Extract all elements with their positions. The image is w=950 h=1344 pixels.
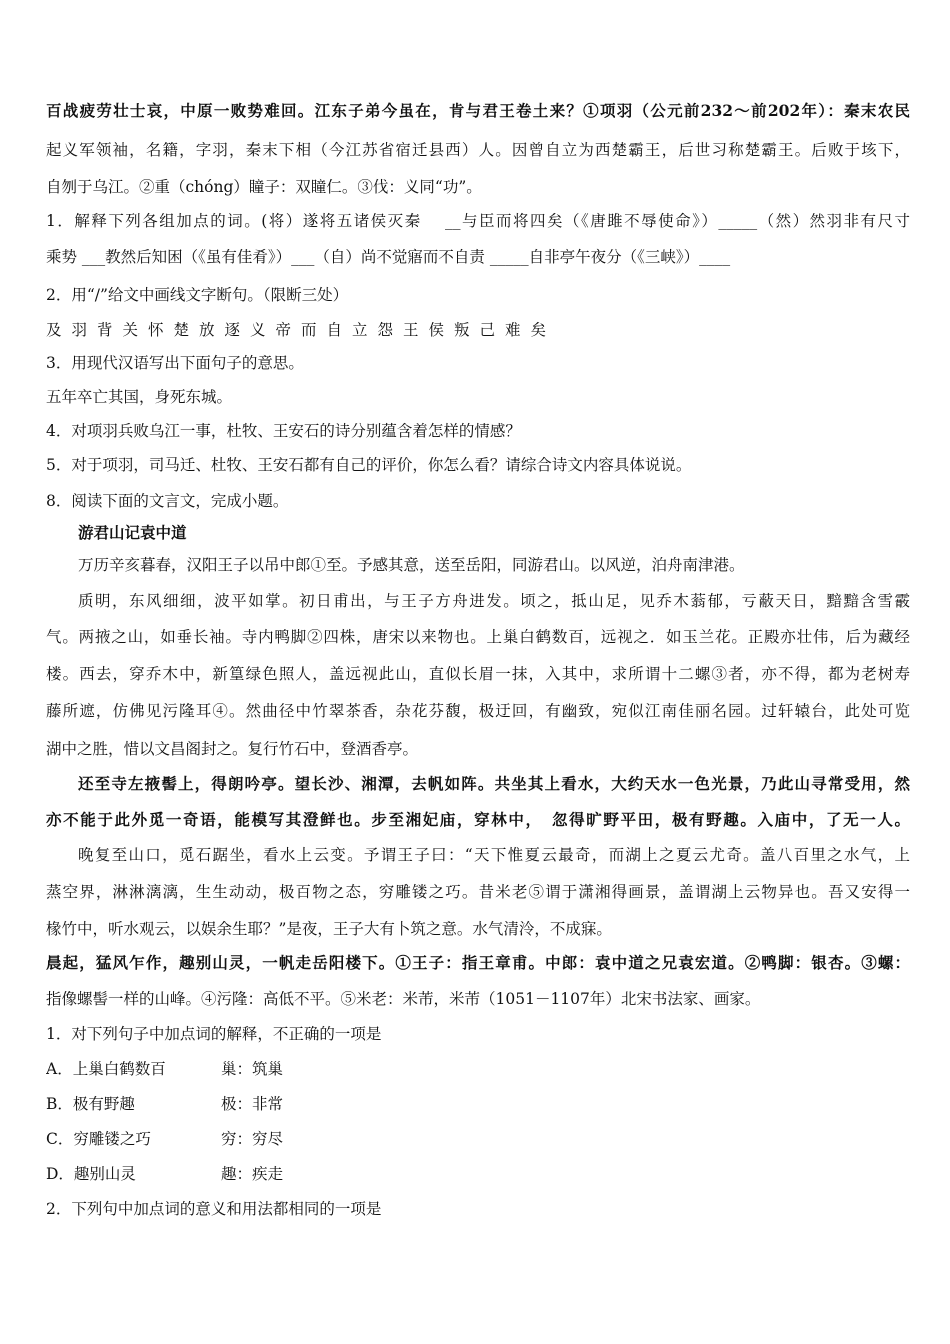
notes-line-2: 起义军领袖，名籍，字羽，秦末下相（今江苏省宿迁县西）人。因曾自立为西楚霸王，后世习称楚霸王。后败于垓下， <box>46 141 910 159</box>
option-a <box>46 1058 910 1082</box>
passage-paragraph-2-line-4: 藤所遮，仿佛见污隆耳④。然曲径中竹翠茶香，杂花芬馥，极迂回，有幽致，宛似江南佳丽名园。过轩辕台，此处可览 <box>46 702 910 720</box>
section-8-heading: 8．阅读下面的文言文，完成小题。 <box>46 492 289 510</box>
question-1-line-2: 乘势 ___教然后知困（《虽有佳肴》）___（自）尚不觉寤而不自责 _____自非亭午夜分（《三峡》）____ <box>46 248 731 266</box>
passage-paragraph-4-line-1: 晚复至山口，觅石踞坐，看水上云变。予谓王子曰：“天下惟夏云最奇，而湖上之夏云尤奇。盖八百里之水气，上 <box>78 846 910 864</box>
notes-line-3: 自刎于乌江。②重（chóng）瞳子：双瞳仁。③伐：义同“功”。 <box>46 178 482 196</box>
option-d <box>46 1163 910 1187</box>
passage-paragraph-4-line-2: 蒸空界，淋淋漓漓，生生动动，极百物之态，穷雕镂之巧。昔米老⑤谓于潇湘得画景，盖谓湖上云物异也。吾又安得一 <box>46 883 910 901</box>
question-3-text: 五年卒亡其国，身死东城。 <box>46 388 233 406</box>
passage-paragraph-2-line-1: 质明，东风细细，波平如掌。初日甫出，与王子方舟进发。顷之，抵山足，见乔木蓊郁，亏蔽天日，黯黯含雪霰 <box>78 592 910 610</box>
sub-question-2: 2．下列句中加点词的意义和用法都相同的一项是 <box>46 1200 382 1218</box>
question-4: 4．对项羽兵败乌江一事，杜牧、王安石的诗分别蕴含着怎样的情感？ <box>46 422 521 440</box>
passage-paragraph-2-line-3: 楼。西去，穿乔木中，新篁绿色照人，盖远视此山，直似长眉一抹，入其中，求所谓十二螺③者，亦不得，都为老树寿 <box>46 665 910 683</box>
option-c-sentence: C．穷雕镂之巧 <box>46 1130 151 1148</box>
passage-paragraph-3-line-1: 还至寺左掖髻上，得朗吟亭。望长沙、湘潭，去帆如阵。共坐其上看水，大约天水一色光景，乃此山寻常受用，然 <box>78 774 910 793</box>
passage-paragraph-4-line-3: 椽竹中，听水观云，以娱余生耶？”是夜，王子大有卜筑之意。水气清泠，不成寐。 <box>46 920 612 938</box>
option-c <box>46 1128 910 1152</box>
option-b-gloss: 极：非常 <box>221 1095 284 1113</box>
option-a-gloss: 巢：筑巢 <box>221 1060 284 1078</box>
option-d-sentence: D．趣别山灵 <box>46 1165 136 1183</box>
passage-paragraph-2-line-2: 气。两掖之山，如垂长袖。寺内鸭脚②四株，唐宋以来物也。上巢白鹤数百，远视之．如玉兰花。正殿亦壮伟，后为藏经 <box>46 628 910 646</box>
option-b <box>46 1093 910 1117</box>
question-2-text: 及羽背关怀楚放逐义帝而自立怨王侯叛己难矣 <box>46 321 557 339</box>
question-1-line-1: 1．解释下列各组加点的词。(将）遂将五诸侯灭秦 __与臣而将四矣（《唐雎不辱使命》）_____（然）然羽非有尺寸 <box>46 212 910 230</box>
question-5: 5．对于项羽，司马迁、杜牧、王安石都有自己的评价，你怎么看？请综合诗文内容具体说说。 <box>46 456 692 474</box>
passage-paragraph-3-line-2: 亦不能于此外觅一奇语，能模写其澄鲜也。步至湘妃庙，穿林中， 忽得旷野平田，极有野趣。入庙中，了无一人。 <box>46 810 910 829</box>
passage-notes-line-2: 指像螺髻一样的山峰。④污隆：高低不平。⑤米老：米芾，米芾（1051－1107年）北宋书法家、画家。 <box>46 990 761 1008</box>
option-d-gloss: 趣：疾走 <box>221 1165 284 1183</box>
passage-paragraph-2-line-5: 湖中之胜，惜以文昌阁封之。复行竹石中，登酒香亭。 <box>46 740 419 758</box>
poem-and-notes-line-1: 百战疲劳壮士哀，中原一败势难回。江东子弟今虽在，肯与君王卷土来？①项羽（公元前232～前202年）：秦末农民 <box>46 101 910 120</box>
passage-notes-line-1: 晨起，猛风乍作，趣别山灵，一帆走岳阳楼下。①王子：指王章甫。中郎：袁中道之兄袁宏道。②鸭脚：银杏。③螺： <box>46 953 910 972</box>
question-2: 2．用“/”给文中画线文字断句。（限断三处） <box>46 286 349 304</box>
question-3: 3．用现代汉语写出下面句子的意思。 <box>46 354 304 372</box>
option-a-sentence: A．上巢白鹤数百 <box>46 1060 166 1078</box>
option-c-gloss: 穷：穷尽 <box>221 1130 284 1148</box>
sub-question-1: 1．对下列句子中加点词的解释，不正确的一项是 <box>46 1025 382 1043</box>
option-b-sentence: B．极有野趣 <box>46 1095 135 1113</box>
passage-title: 游君山记袁中道 <box>78 523 187 542</box>
passage-paragraph-1: 万历辛亥暮春，汉阳王子以吊中郎①至。予感其意，送至岳阳，同游君山。以风逆，泊舟南津港。 <box>78 556 745 574</box>
